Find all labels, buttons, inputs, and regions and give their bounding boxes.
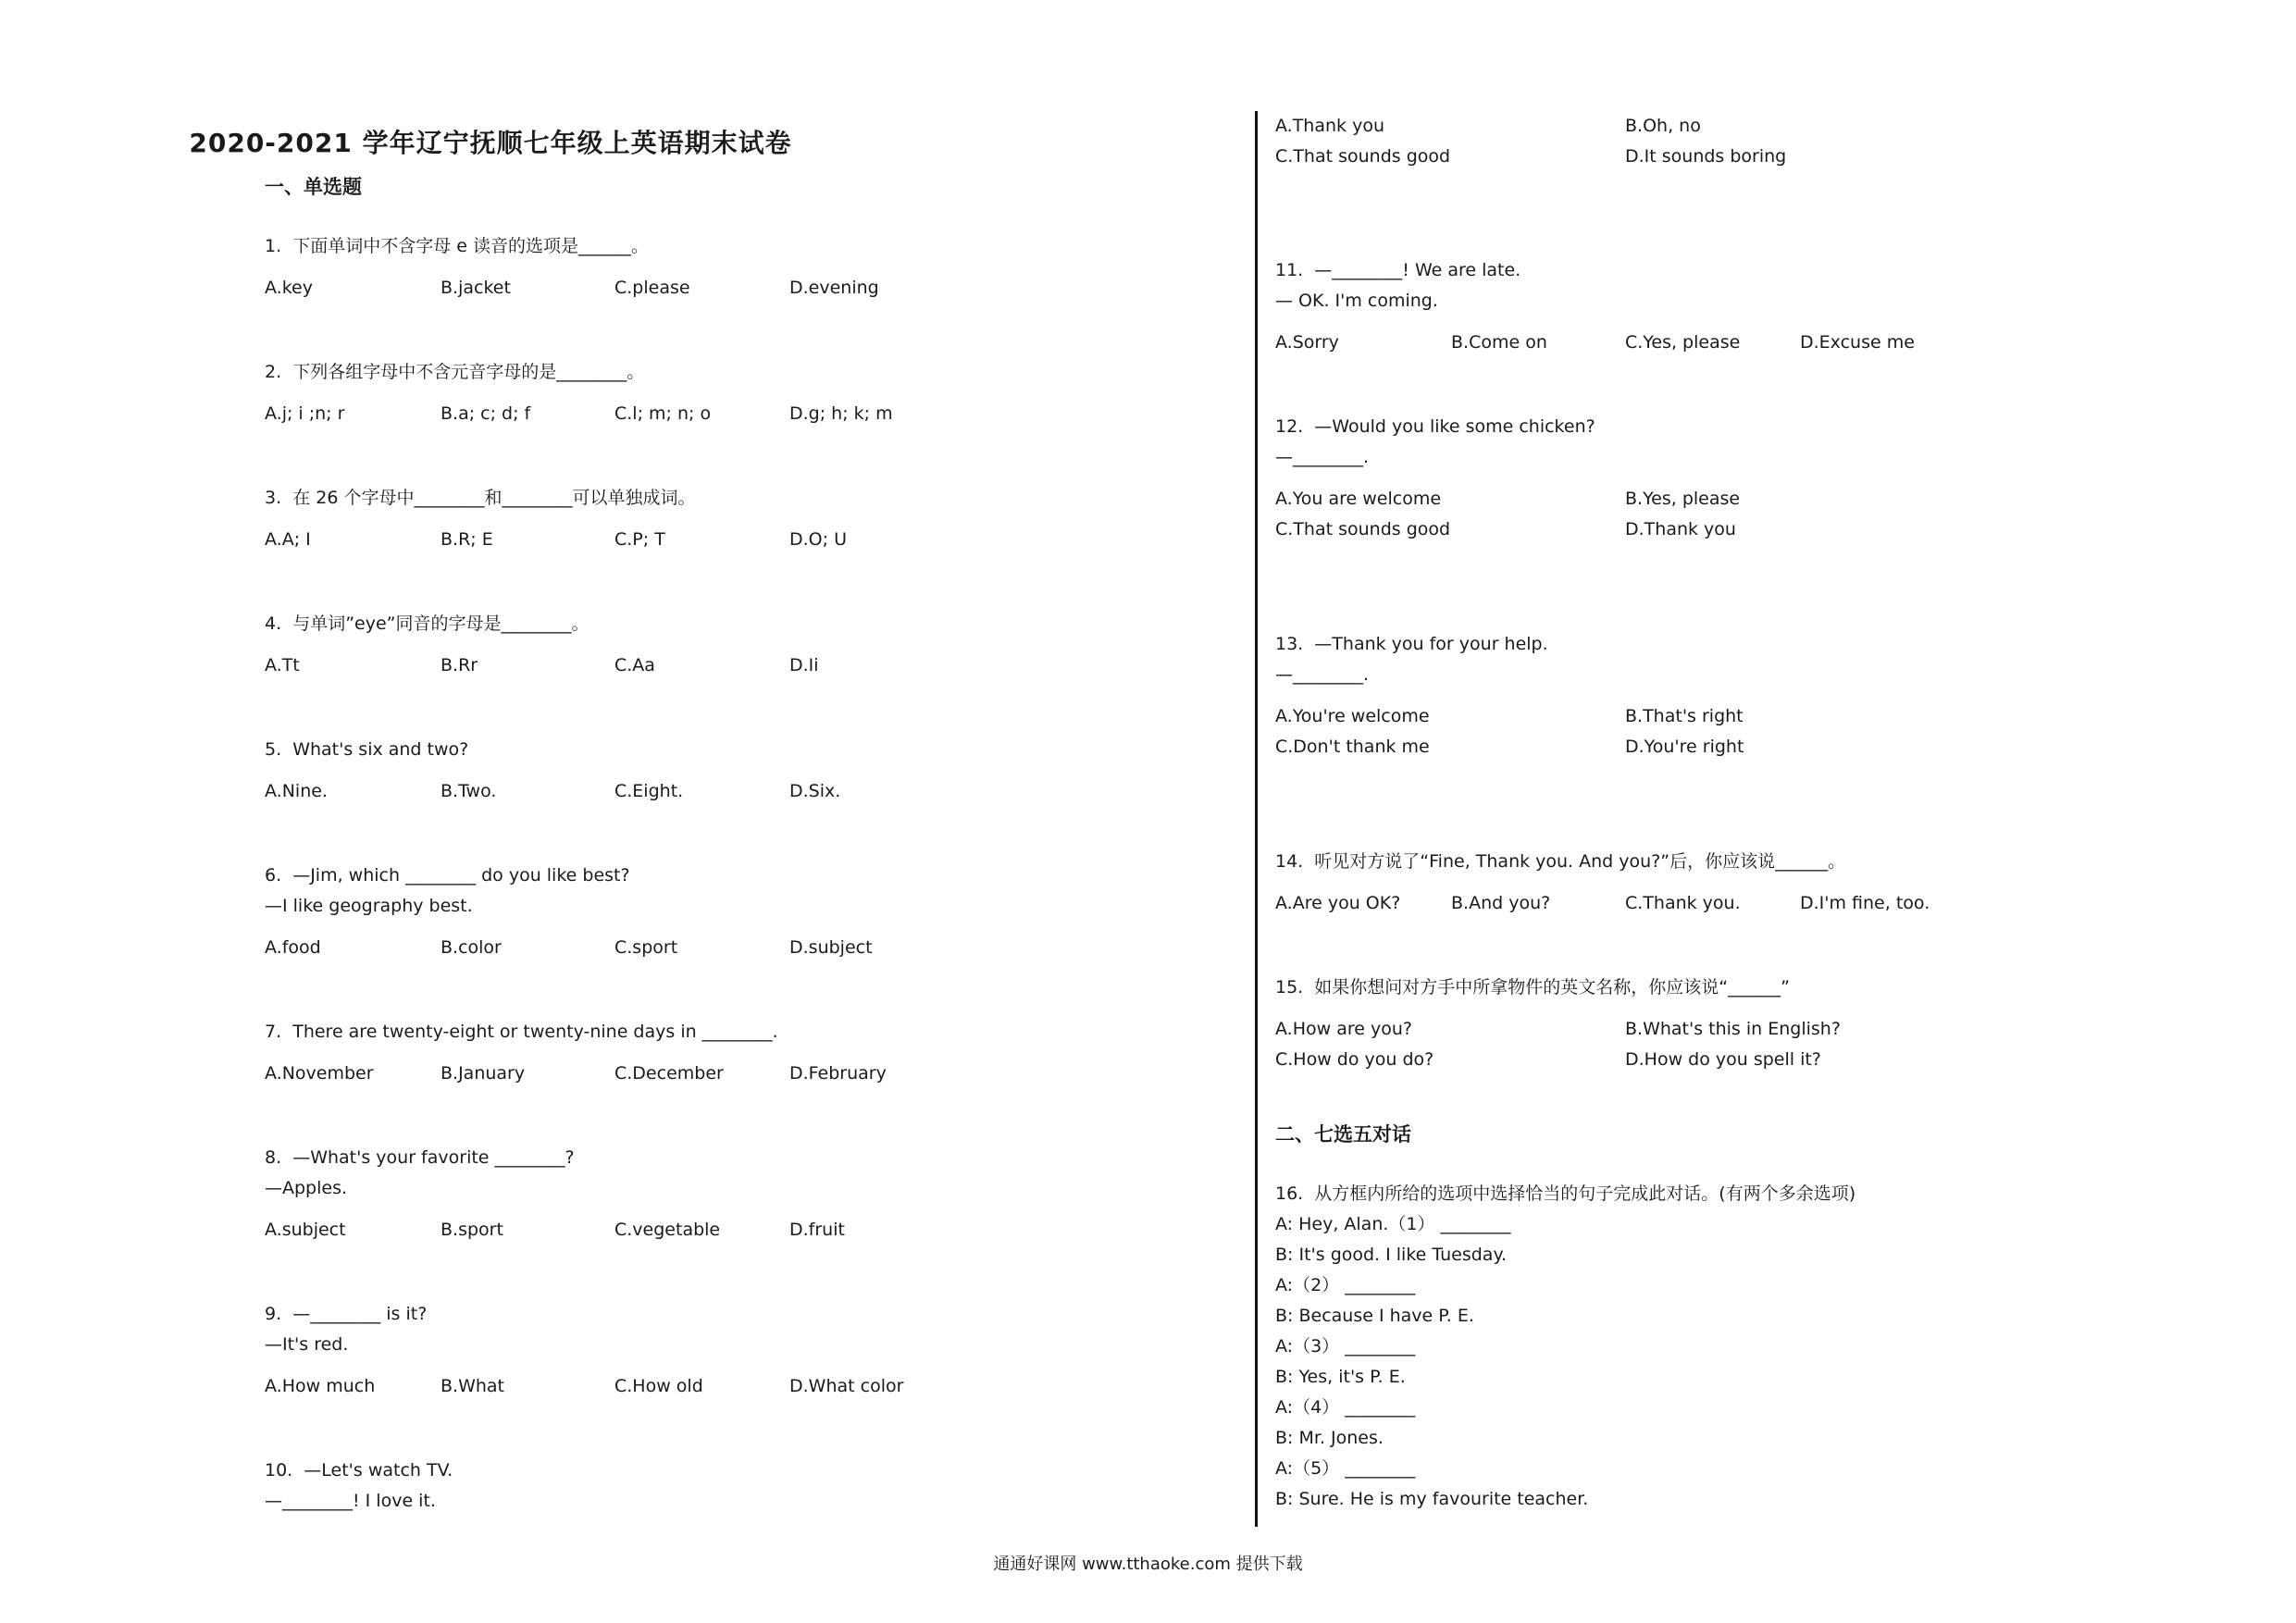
question-7 — [265, 1017, 1190, 1089]
option-d[interactable]: D.evening — [789, 278, 879, 298]
option-d[interactable]: D.How do you spell it? — [1625, 1049, 1821, 1070]
option-c[interactable]: C.l; m; n; o — [614, 403, 712, 424]
option-c[interactable]: C.Eight. — [614, 781, 684, 801]
question-14 — [1275, 847, 2201, 919]
section-heading-single-choice: 一、单选题 — [265, 176, 362, 198]
dialogue-line: B: Mr. Jones. — [1275, 1428, 1384, 1448]
question-stem: 12. —Would you like some chicken? — [1275, 416, 1595, 437]
question-stem: 7. There are twenty-eight or twenty-nine days in ________. — [265, 1022, 778, 1042]
page-title: 2020-2021 学年辽宁抚顺七年级上英语期末试卷 — [189, 128, 792, 158]
option-c[interactable]: C.Aa — [614, 655, 655, 675]
question-8 — [265, 1143, 1190, 1245]
option-c[interactable]: C.P; T — [614, 529, 665, 550]
option-b[interactable]: B.And you? — [1451, 893, 1551, 913]
question-stem: 14. 听见对方说了“Fine, Thank you. And you?”后，你应该说______。 — [1275, 851, 1846, 872]
option-d[interactable]: D.February — [789, 1063, 887, 1084]
option-b[interactable]: B.Two. — [441, 781, 497, 801]
option-c[interactable]: C.please — [614, 278, 690, 298]
question-stem: —It's red. — [265, 1334, 349, 1355]
dialogue-line: B: It's good. I like Tuesday. — [1275, 1245, 1508, 1265]
question-13 — [1275, 629, 2201, 762]
option-c[interactable]: C.Thank you. — [1625, 893, 1741, 913]
option-d[interactable]: D.Excuse me — [1800, 332, 1915, 353]
question-stem: 6. —Jim, which ________ do you like best? — [265, 865, 630, 886]
option-c[interactable]: C.That sounds good — [1275, 519, 1451, 539]
option-b[interactable]: B.What's this in English? — [1625, 1019, 1841, 1039]
question-2 — [265, 357, 1190, 429]
question-stem: 4. 与单词”eye”同音的字母是________。 — [265, 613, 590, 634]
option-b[interactable]: B.Yes, please — [1625, 489, 1741, 509]
option-a[interactable]: A.You're welcome — [1275, 706, 1430, 726]
question-stem: 15. 如果你想问对方手中所拿物件的英文名称，你应该说“______” — [1275, 977, 1790, 997]
question-9 — [265, 1299, 1190, 1402]
option-a[interactable]: A.Are you OK? — [1275, 893, 1401, 913]
option-d[interactable]: D.fruit — [789, 1220, 845, 1240]
question-1 — [265, 231, 1190, 304]
question-16 — [1275, 1179, 2201, 1515]
question-12 — [1275, 412, 2201, 545]
option-a[interactable]: A.Thank you — [1275, 116, 1384, 136]
question-stem: —________! I love it. — [265, 1491, 436, 1511]
option-b[interactable]: B.color — [441, 937, 502, 958]
option-c[interactable]: C.That sounds good — [1275, 146, 1451, 167]
question-stem: 9. —________ is it? — [265, 1304, 428, 1324]
option-c[interactable]: C.How do you do? — [1275, 1049, 1434, 1070]
dialogue-line: A:（2） ________ — [1275, 1275, 1416, 1295]
option-d[interactable]: D.What color — [789, 1376, 904, 1396]
option-d[interactable]: D.I'm fine, too. — [1800, 893, 1930, 913]
column-divider — [1255, 111, 1258, 1527]
question-stem: 5. What's six and two? — [265, 739, 469, 760]
page-footer: 通通好课网 www.tthaoke.com 提供下载 — [993, 1555, 1303, 1574]
question-4 — [265, 609, 1190, 681]
dialogue-line: A:（3） ________ — [1275, 1336, 1416, 1357]
dialogue-line: B: Because I have P. E. — [1275, 1306, 1474, 1326]
question-stem: 10. —Let's watch TV. — [265, 1460, 453, 1481]
option-a[interactable]: A.How much — [265, 1376, 376, 1396]
question-stem: — OK. I'm coming. — [1275, 291, 1438, 311]
question-stem: —I like geography best. — [265, 896, 473, 916]
option-a[interactable]: A.A; I — [265, 529, 311, 550]
option-b[interactable]: B.sport — [441, 1220, 503, 1240]
option-b[interactable]: B.Come on — [1451, 332, 1547, 353]
option-b[interactable]: B.January — [441, 1063, 526, 1084]
question-stem: 13. —Thank you for your help. — [1275, 634, 1548, 654]
option-c[interactable]: C.sport — [614, 937, 678, 958]
option-b[interactable]: B.R; E — [441, 529, 493, 550]
option-a[interactable]: A.food — [265, 937, 321, 958]
option-d[interactable]: D.O; U — [789, 529, 847, 550]
option-d[interactable]: D.You're right — [1625, 737, 1744, 757]
question-15 — [1275, 973, 2201, 1075]
option-a[interactable]: A.subject — [265, 1220, 346, 1240]
option-a[interactable]: A.Nine. — [265, 781, 328, 801]
question-stem: 3. 在 26 个字母中________和________可以单独成词。 — [265, 488, 696, 508]
option-a[interactable]: A.You are welcome — [1275, 489, 1442, 509]
option-c[interactable]: C.How old — [614, 1376, 703, 1396]
option-d[interactable]: D.subject — [789, 937, 873, 958]
question-3 — [265, 483, 1190, 555]
dialogue-line: A: Hey, Alan.（1） ________ — [1275, 1214, 1511, 1234]
question-10 — [265, 1456, 1190, 1517]
option-a[interactable]: A.key — [265, 278, 313, 298]
option-b[interactable]: B.Rr — [441, 655, 478, 675]
question-11 — [1275, 255, 2201, 358]
question-6 — [265, 861, 1190, 963]
option-c[interactable]: C.December — [614, 1063, 724, 1084]
option-d[interactable]: D.Six. — [789, 781, 841, 801]
option-b[interactable]: B.What — [441, 1376, 504, 1396]
question-stem: 8. —What's your favorite ________? — [265, 1147, 575, 1168]
dialogue-line: A:（5） ________ — [1275, 1458, 1416, 1479]
option-c[interactable]: C.Yes, please — [1625, 332, 1741, 353]
option-b[interactable]: B.Oh, no — [1625, 116, 1701, 136]
option-c[interactable]: C.Don't thank me — [1275, 737, 1430, 757]
dialogue-line: B: Sure. He is my favourite teacher. — [1275, 1489, 1589, 1509]
option-a[interactable]: A.November — [265, 1063, 374, 1084]
option-d[interactable]: D.It sounds boring — [1625, 146, 1787, 167]
option-a[interactable]: A.j; i ;n; r — [265, 403, 345, 424]
option-a[interactable]: A.Sorry — [1275, 332, 1339, 353]
question-stem: —________. — [1275, 447, 1370, 467]
question-10-options — [1275, 111, 2201, 172]
option-d[interactable]: D.Ii — [789, 655, 819, 675]
option-d[interactable]: D.Thank you — [1625, 519, 1736, 539]
question-stem: 1. 下面单词中不含字母 e 读音的选项是______。 — [265, 236, 649, 256]
option-d[interactable]: D.g; h; k; m — [789, 403, 893, 424]
question-stem: 16. 从方框内所给的选项中选择恰当的句子完成此对话。(有两个多余选项) — [1275, 1183, 1856, 1204]
question-stem: —________. — [1275, 664, 1370, 685]
option-c[interactable]: C.vegetable — [614, 1220, 721, 1240]
dialogue-line: B: Yes, it's P. E. — [1275, 1367, 1406, 1387]
question-stem: 2. 下列各组字母中不含元音字母的是________。 — [265, 362, 645, 382]
question-stem: 11. —________! We are late. — [1275, 260, 1521, 280]
option-b[interactable]: B.a; c; d; f — [441, 403, 531, 424]
option-a[interactable]: A.How are you? — [1275, 1019, 1412, 1039]
dialogue-line: A:（4） ________ — [1275, 1397, 1416, 1418]
option-b[interactable]: B.That's right — [1625, 706, 1744, 726]
option-b[interactable]: B.jacket — [441, 278, 511, 298]
section-heading-dialogue: 二、七选五对话 — [1275, 1123, 1411, 1146]
question-5 — [265, 735, 1190, 807]
option-a[interactable]: A.Tt — [265, 655, 300, 675]
question-stem: —Apples. — [265, 1178, 348, 1198]
